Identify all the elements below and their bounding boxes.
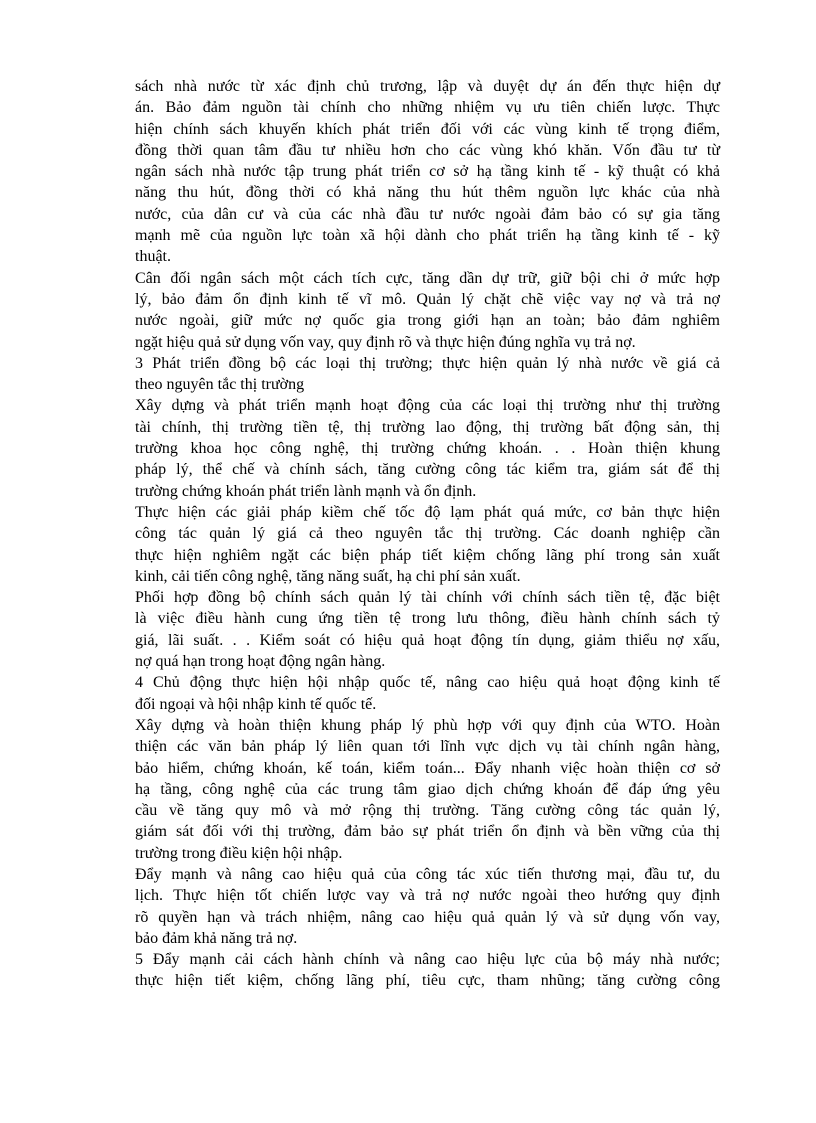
paragraph <box>135 395 720 501</box>
text-line: cầu về tăng quy mô và mở rộng thị trường. Tăng cường công tác quản lý, <box>135 802 720 820</box>
text-line: trường khoa học công nghệ, thị trường chứng khoán. . . Hoàn thiện khung <box>135 440 720 458</box>
document-page <box>135 76 720 992</box>
text-line: ngân sách nhà nước tập trung phát triển cơ sở hạ tầng kinh tế - kỹ thuật có khả <box>135 163 720 181</box>
text-line: thuật. <box>135 248 171 266</box>
text-line: năng thu hút, đồng thời có khả năng thu hút thêm nguồn lực khác của nhà <box>135 184 720 202</box>
paragraph <box>135 268 720 353</box>
text-line: nợ quá hạn trong hoạt động ngân hàng. <box>135 653 386 671</box>
paragraph <box>135 949 720 992</box>
text-line: án. Bảo đảm nguồn tài chính cho những nhiệm vụ ưu tiên chiến lược. Thực <box>135 99 720 117</box>
text-line: Phối hợp đồng bộ chính sách quản lý tài chính với chính sách tiền tệ, đặc biệt <box>135 589 720 607</box>
text-line: Đẩy mạnh và nâng cao hiệu quả của công tác xúc tiến thương mại, đầu tư, du <box>135 865 720 883</box>
text-line: công tác quản lý giá cả theo nguyên tắc thị trường. Các doanh nghiệp cần <box>135 525 720 543</box>
text-line: giá, lãi suất. . . Kiểm soát có hiệu quả hoạt động tín dụng, giảm thiểu nợ xấu, <box>135 631 720 649</box>
text-line: Xây dựng và hoàn thiện khung pháp lý phù hợp với quy định của WTO. Hoàn <box>135 716 720 734</box>
paragraph <box>135 502 720 587</box>
text-line: Thực hiện các giải pháp kiềm chế tốc độ lạm phát quá mức, cơ bản thực hiện <box>135 503 720 521</box>
text-line: nước ngoài, giữ mức nợ quốc gia trong giới hạn an toàn; bảo đảm nghiêm <box>135 312 720 330</box>
text-line: Xây dựng và phát triển mạnh hoạt động của các loại thị trường như thị trường <box>135 397 720 415</box>
paragraph <box>135 76 720 268</box>
text-line: 3 Phát triển đồng bộ các loại thị trường; thực hiện quản lý nhà nước về giá cả <box>135 354 720 372</box>
text-line: trường trong điều kiện hội nhập. <box>135 844 343 862</box>
text-line: đồng thời quan tâm đầu tư nhiều hơn cho các vùng khó khăn. Vốn đầu tư từ <box>135 141 720 159</box>
text-line: nước, của dân cư và của các nhà đầu tư nước ngoài đảm bảo có sự gia tăng <box>135 205 720 223</box>
text-line: thực hiện tiết kiệm, chống lãng phí, tiêu cực, tham nhũng; tăng cường công <box>135 972 720 990</box>
text-line: bảo hiểm, chứng khoán, kế toán, kiểm toán... Đẩy nhanh việc hoàn thiện cơ sở <box>135 759 720 777</box>
text-line: theo nguyên tắc thị trường <box>135 376 305 394</box>
text-line: 5 Đẩy mạnh cải cách hành chính và nâng cao hiệu lực của bộ máy nhà nước; <box>135 951 720 969</box>
text-line: hiện chính sách khuyến khích phát triển đối với các vùng kinh tế trọng điểm, <box>135 120 720 138</box>
paragraph <box>135 715 720 864</box>
text-line: lịch. Thực hiện tốt chiến lược vay và trả nợ nước ngoài theo hướng quy định <box>135 887 720 905</box>
text-line: giám sát đối với thị trường, đảm bảo sự phát triển ổn định và bền vững của thị <box>135 823 720 841</box>
paragraph <box>135 353 720 396</box>
text-line: pháp lý, thể chế và chính sách, tăng cường công tác kiểm tra, giám sát để thị <box>135 461 720 479</box>
text-line: Cân đối ngân sách một cách tích cực, tăng dần dự trữ, giữ bội chi ở mức hợp <box>135 269 720 287</box>
text-line: kinh, cải tiến công nghệ, tăng năng suất, hạ chi phí sản xuất. <box>135 567 521 585</box>
text-line: bảo đảm khả năng trả nợ. <box>135 929 298 947</box>
text-line: mạnh mẽ của nguồn lực toàn xã hội dành cho phát triển hạ tầng kinh tế - kỹ <box>135 227 720 245</box>
text-line: tài chính, thị trường tiền tệ, thị trường lao động, thị trường bất động sản, thị <box>135 418 720 436</box>
text-line: trường chứng khoán phát triển lành mạnh và ổn định. <box>135 482 477 500</box>
text-line: lý, bảo đảm ổn định kinh tế vĩ mô. Quản lý chặt chẽ việc vay nợ và trả nợ <box>135 290 720 308</box>
text-line: hạ tầng, công nghệ của các trung tâm giao dịch chứng khoán để đáp ứng yêu <box>135 780 720 798</box>
text-line: đối ngoại và hội nhập kinh tế quốc tế. <box>135 695 377 713</box>
text-line: 4 Chủ động thực hiện hội nhập quốc tế, nâng cao hiệu quả hoạt động kinh tế <box>135 674 720 692</box>
text-line: là việc điều hành cung ứng tiền tệ trong lưu thông, điều hành chính sách tỷ <box>135 610 720 628</box>
text-line: sách nhà nước từ xác định chủ trương, lập và duyệt dự án đến thực hiện dự <box>135 78 720 95</box>
text-line: ngặt hiệu quả sử dụng vốn vay, quy định rõ và thực hiện đúng nghĩa vụ trả nợ. <box>135 333 636 351</box>
paragraph <box>135 672 720 715</box>
text-line: rõ quyền hạn và trách nhiệm, nâng cao hiệu quả quản lý và sử dụng vốn vay, <box>135 908 720 926</box>
text-line: thực hiện nghiêm ngặt các biện pháp tiết kiệm chống lãng phí trong sản xuất <box>135 546 720 564</box>
text-line: thiện các văn bản pháp lý liên quan tới lĩnh vực dịch vụ tài chính ngân hàng, <box>135 738 720 756</box>
paragraph <box>135 864 720 949</box>
paragraph <box>135 587 720 672</box>
document-body <box>135 76 720 992</box>
